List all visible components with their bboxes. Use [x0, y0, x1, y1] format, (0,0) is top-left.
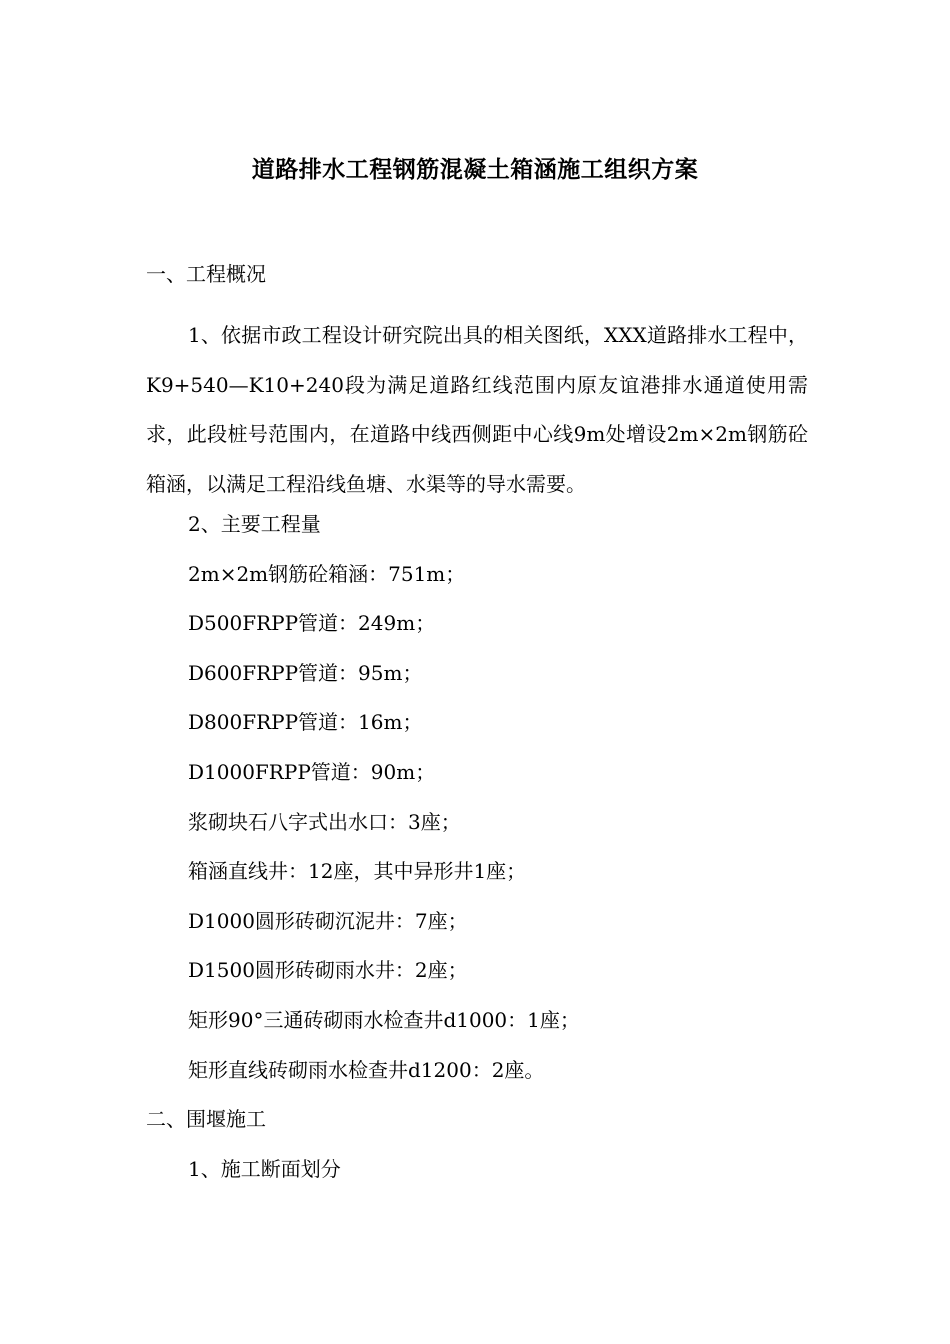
- quantity-item: D600FRPP管道：95m；: [188, 661, 423, 685]
- quantity-item: D500FRPP管道：249m；: [188, 611, 436, 635]
- quantity-item: D1000FRPP管道：90m；: [188, 760, 436, 784]
- document-title: 道路排水工程钢筋混凝土箱涵施工组织方案: [251, 156, 699, 183]
- quantity-item: D800FRPP管道：16m；: [188, 710, 423, 734]
- quantity-item: D1000圆形砖砌沉泥井：7座；: [188, 909, 468, 933]
- section-2-heading: 二、围堰施工: [146, 1107, 266, 1131]
- section-1-subheading-2: 2、主要工程量: [188, 512, 321, 536]
- quantity-item: 矩形直线砖砌雨水检查井d1200：2座。: [188, 1058, 545, 1082]
- section-1-paragraph-1: 1、依据市政工程设计研究院出具的相关图纸，XXX道路排水工程中，K9+540—K10+240段为满足道路红线范围内原友谊港排水通道使用需求，此段桩号范围内，在道路中线西侧距中心线9m处增设2m×2m钢筋砼箱涵，以满足工程沿线鱼塘、水渠等的导水需要。: [146, 323, 808, 496]
- quantity-item: 箱涵直线井：12座，其中异形井1座；: [188, 859, 527, 883]
- section-2-subheading-1: 1、施工断面划分: [188, 1157, 341, 1181]
- quantity-item: 2m×2m钢筋砼箱涵：751m；: [188, 562, 466, 586]
- quantity-item: 浆砌块石八字式出水口：3座；: [188, 810, 461, 834]
- quantity-item: 矩形90°三通砖砌雨水检查井d1000：1座；: [188, 1008, 580, 1032]
- section-1-heading: 一、工程概况: [146, 262, 266, 286]
- quantity-item: D1500圆形砖砌雨水井：2座；: [188, 958, 468, 982]
